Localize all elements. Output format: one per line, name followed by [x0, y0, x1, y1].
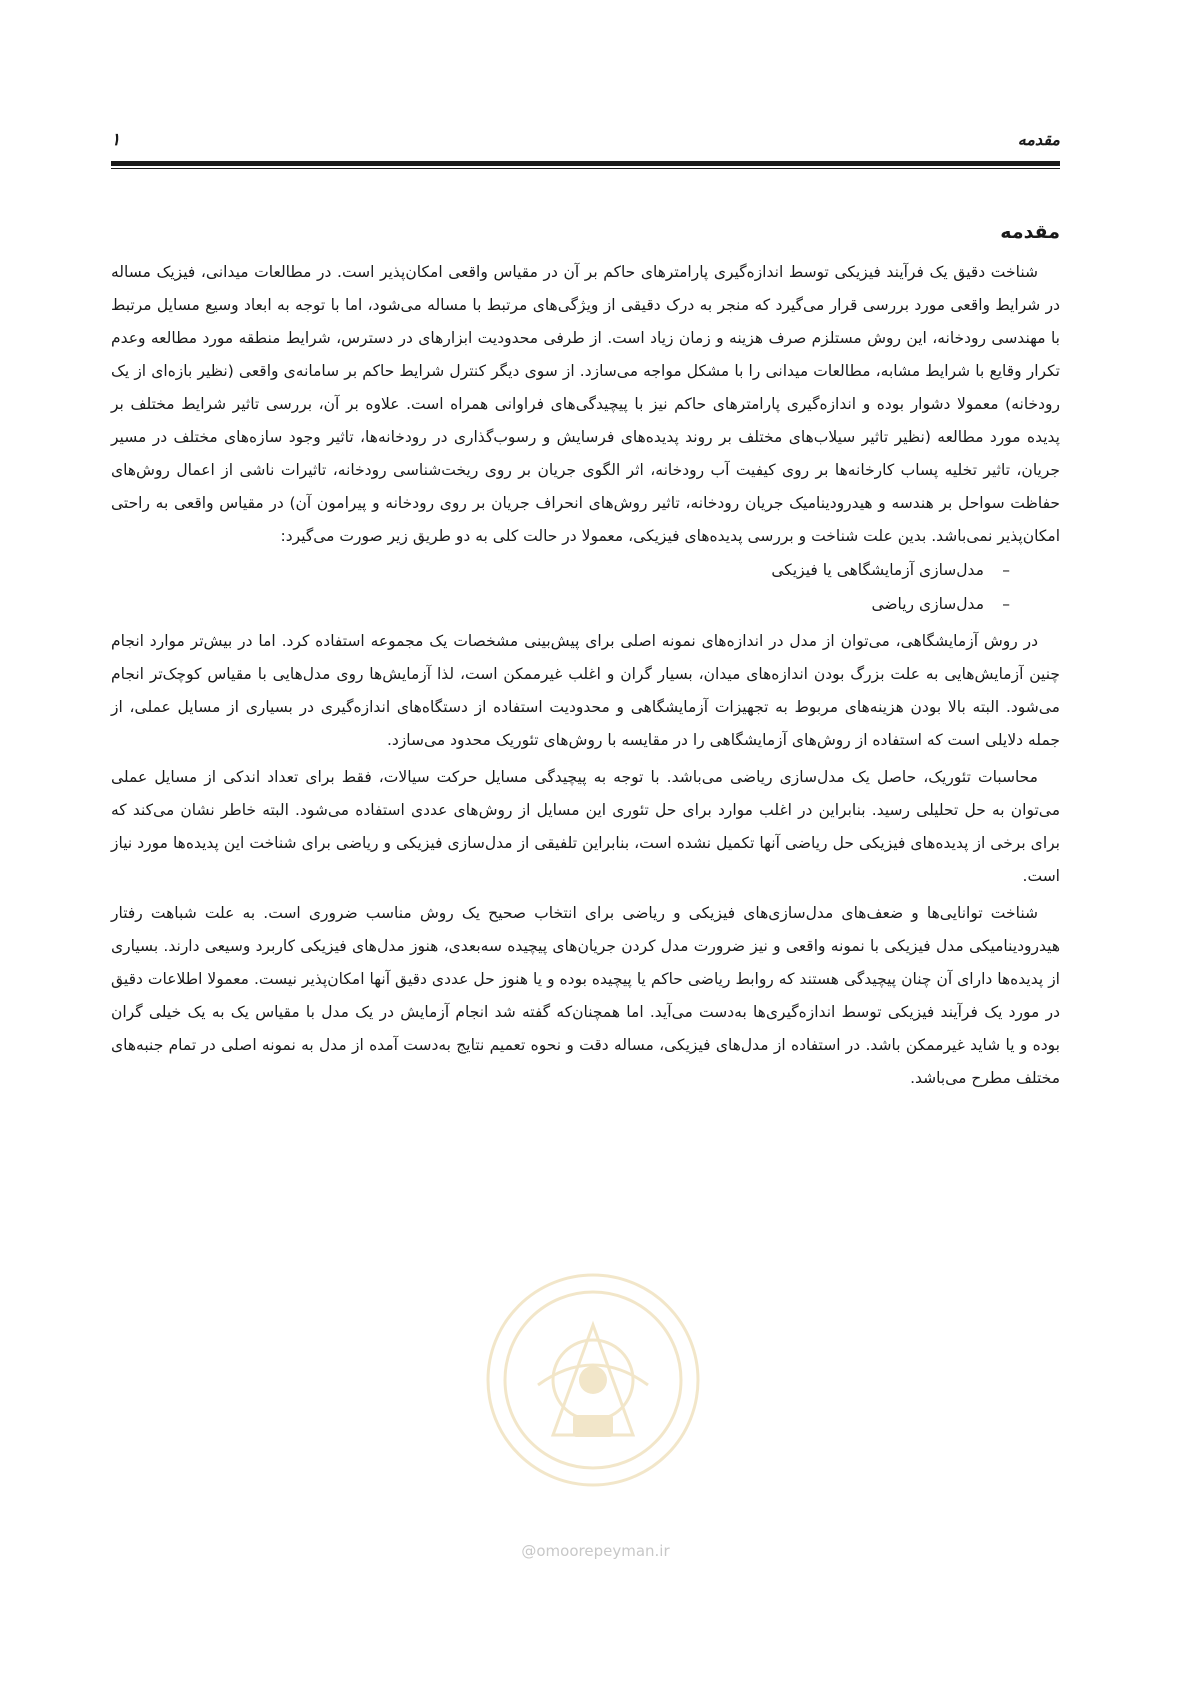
paragraph: شناخت توانایی‌ها و ضعف‌های مدل‌سازی‌های فیزیکی و ریاضی برای انتخاب صحیح یک روش مناسب ضروری است. به علت شباهت رفتار هیدرودینامیکی مدل فیزیکی با نمونه واقعی و نیز ضرورت مدل کردن جریان‌های پیچیده سه‌بعدی، هنوز مدل‌های فیزیکی کاربرد وسیعی دارند. بسیاری از پدیده‌ها دارای آن چنان پیچیدگی هستند که روابط ریاضی حاکم یا پیچیده بوده و یا هنوز حل عددی دقیق آنها امکان‌پذیر نیست. معمولا اطلاعات دقیق در مورد یک فرآیند فیزیکی توسط اندازه‌گیری‌ها به‌دست می‌آید. اما همچنان‌که گفته شد انجام آزمایش در یک مدل با مقیاس یک به یک خیلی گران بوده و یا شاید غیرممکن باشد. در استفاده از مدل‌های فیزیکی، مساله دقت و نحوه تعمیم نتایج به‌دست آمده از مدل به نمونه اصلی در تمام جنبه‌های مختلف مطرح می‌باشد. — [111, 904, 1060, 1087]
header-rule-thick — [111, 161, 1060, 166]
header-rule-thin — [111, 168, 1060, 169]
running-header — [111, 130, 1060, 160]
list-item — [111, 587, 1010, 621]
list-item — [111, 553, 1010, 587]
watermark-url: @omoorepeyman.ir — [521, 1542, 670, 1560]
section-title: مقدمه — [1000, 221, 1060, 243]
page-number: ۱ — [111, 130, 121, 150]
paragraph: شناخت دقیق یک فرآیند فیزیکی توسط اندازه‌گیری پارامترهای حاکم بر آن در مقیاس واقعی امکان‌پذیر است. در مطالعات میدانی، فیزیک مساله در شرایط واقعی مورد بررسی قرار می‌گیرد که منجر به درک دقیقی از ویژگی‌های مرتبط با مساله می‌شود، اما با توجه به ابعاد وسیع مسایل مرتبط با مهندسی رودخانه، این روش مستلزم صرف هزینه و زمان زیاد است. از طرفی محدودیت ابزارهای در دسترس، شرایط منطقه مورد مطالعه وعدم تکرار وقایع با شرایط مشابه، مطالعات میدانی را با مشکل مواجه می‌سازد. از سوی دیگر کنترل شرایط حاکم بر سامانه‌ی واقعی (نظیر بازه‌ای از یک رودخانه) معمولا دشوار بوده و اندازه‌گیری پارامترهای حاکم نیز با پیچیدگی‌های فراوانی همراه است. علاوه بر آن، بررسی تاثیر شرایط مختلف بر پدیده مورد مطالعه (نظیر تاثیر سیلاب‌های مختلف بر روند پدیده‌های فرسایش و رسوب‌گذاری در رودخانه‌ها، تاثیر وجود سازه‌های مختلف در مسیر جریان، تاثیر تخلیه پساب کارخانه‌ها بر روی کیفیت آب رودخانه، اثر الگوی جریان بر روی ریخت‌شناسی رودخانه، تاثیرات ناشی از اعمال روش‌های حفاظت سواحل بر هندسه و هیدرودینامیک جریان رودخانه، تاثیر روش‌های انحراف جریان بر روی رودخانه و پیرامون آن) در مقیاس واقعی به راحتی امکان‌پذیر نمی‌باشد. بدین علت شناخت و بررسی پدیده‌های فیزیکی، معمولا در حالت کلی به دو طریق زیر صورت می‌گیرد: — [111, 263, 1060, 545]
list-dash: – — [1002, 561, 1010, 579]
method-list — [111, 553, 1060, 621]
watermark-seal-icon — [478, 1265, 708, 1495]
list-dash: – — [1002, 595, 1010, 613]
list-item-text: مدل‌سازی ریاضی — [871, 595, 984, 613]
list-item-text: مدل‌سازی آزمایشگاهی یا فیزیکی — [771, 561, 984, 579]
paragraph: محاسبات تئوریک، حاصل یک مدل‌سازی ریاضی می‌باشد. با توجه به پیچیدگی مسایل حرکت سیالات، فقط برای تعداد اندکی از مسایل عملی می‌توان به حل تحلیلی رسید. بنابراین در اغلب موارد برای حل تئوری این مسایل از روش‌های عددی استفاده می‌شود. البته خاطر نشان می‌کند که برای برخی از پدیده‌های فیزیکی حل ریاضی آنها تکمیل نشده است، بنابراین تلفیقی از مدل‌سازی فیزیکی و ریاضی برای شناخت این پدیده‌ها مورد نیاز است. — [111, 768, 1060, 885]
running-title: مقدمه — [1017, 130, 1060, 149]
paragraph: در روش آزمایشگاهی، می‌توان از مدل در اندازه‌های نمونه اصلی برای پیش‌بینی مشخصات یک مجموعه استفاده کرد. اما در بیش‌تر موارد انجام چنین آزمایش‌هایی به علت بزرگ بودن اندازه‌های میدان، بسیار گران و اغلب غیرممکن است، لذا آزمایش‌ها روی مدل‌هایی با مقیاس کوچک‌تر انجام می‌شود. البته بالا بودن هزینه‌های مربوط به تجهیزات آزمایشگاهی و محدودیت استفاده از دستگاه‌های اندازه‌گیری در بسیاری از مسایل عملی، از جمله دلایلی است که استفاده از روش‌های آزمایشگاهی را در مقایسه با روش‌های تئوریک محدود می‌سازد. — [111, 632, 1060, 749]
main-content — [111, 216, 1060, 1095]
